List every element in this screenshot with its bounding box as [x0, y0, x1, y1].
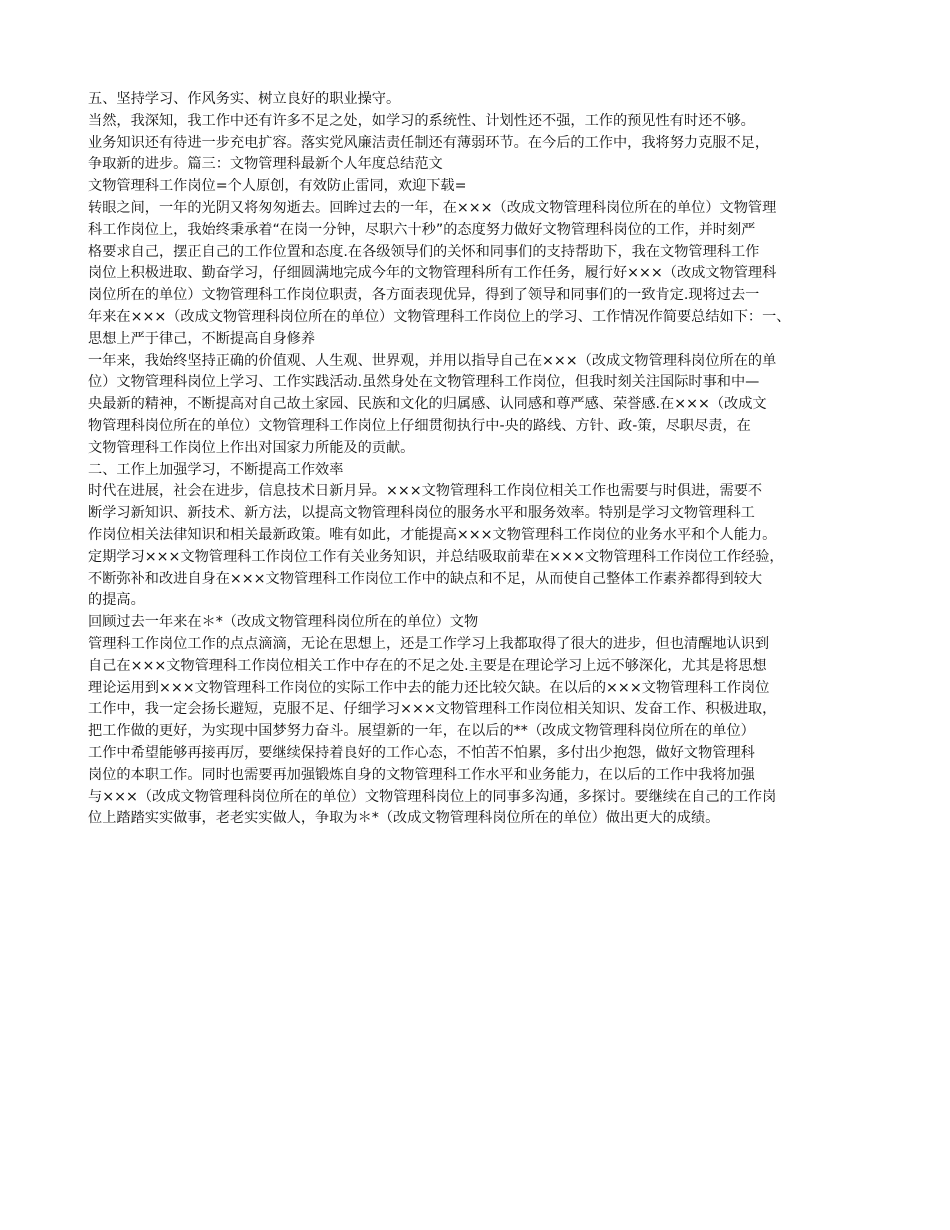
text-line: 自己在×××文物管理科工作岗位相关工作中存在的不足之处.主要是在理论学习上远不够深化，尤其是将思想	[88, 657, 767, 674]
text-line: 位）文物管理科岗位上学习、工作实践活动.虽然身处在文物管理科工作岗位，但我时刻关注国际时事和中—	[88, 374, 760, 391]
text-line: 岗位的本职工作。同时也需要再加强锻炼自身的文物管理科工作水平和业务能力，在以后的工作中我将加强	[88, 766, 755, 783]
text-line: 文物管理科工作岗位=个人原创，有效防止雷同，欢迎下载=	[88, 178, 467, 195]
text-line: 岗位上积极进取、勤奋学习，仔细圆满地完成今年的文物管理科所有工作任务，履行好×××（改成文物管理科	[88, 265, 777, 282]
text-line: 时代在进展，社会在进步，信息技术日新月异。×××文物管理科工作岗位相关工作也需要与时俱进，需要不	[88, 483, 763, 500]
text-line: 年来在×××（改成文物管理科岗位所在的单位）文物管理科工作岗位上的学习、工作情况作简要总结如下：一、	[88, 308, 791, 325]
text-line: 一年来，我始终坚持正确的价值观、人生观、世界观，并用以指导自己在×××（改成文物管理科岗位所在的单	[88, 352, 777, 369]
text-line: 格要求自己，摆正自己的工作位置和态度.在各级领导们的关怀和同事们的支持帮助下，我在文物管理科工作	[88, 243, 760, 260]
text-line: 理论运用到×××文物管理科工作岗位的实际工作中去的能力还比较欠缺。在以后的×××文物管理科工作岗位	[88, 679, 770, 696]
text-line: 管理科工作岗位工作的点点滴滴，无论在思想上，还是工作学习上我都取得了很大的进步，但也清醒地认识到	[88, 635, 770, 652]
text-line: 作岗位相关法律知识和相关最新政策。唯有如此，才能提高×××文物管理科工作岗位的业务水平和个人能力。	[88, 526, 777, 543]
text-line: 当然，我深知，我工作中还有许多不足之处，如学习的系统性、计划性还不强，工作的预见性有时还不够。	[88, 112, 755, 129]
text-line: 文物管理科工作岗位上作出对国家力所能及的贡献。	[88, 439, 415, 456]
text-line: 回顾过去一年来在＊*（改成文物管理科岗位所在的单位）文物	[88, 614, 479, 631]
text-line: 转眼之间，一年的光阴又将匆匆逝去。回眸过去的一年，在×××（改成文物管理科岗位所在的单位）文物管理	[88, 199, 777, 216]
text-line: 位上踏踏实实做事，老老实实做人，争取为＊*（改成文物管理科岗位所在的单位）做出更大的成绩。	[88, 810, 720, 827]
text-line: 的提高。	[88, 592, 145, 609]
text-line: 思想上严于律己，不断提高自身修养	[88, 330, 316, 347]
text-line: 不断弥补和改进自身在×××文物管理科工作岗位工作中的缺点和不足，从而使自己整体工作素养都得到较大	[88, 570, 763, 587]
text-line: 科工作岗位上，我始终秉承着“在岗一分钟，尽职六十秒”的态度努力做好文物管理科岗位的工作，并时刻严	[88, 221, 756, 238]
text-line: 岗位所在的单位）文物管理科工作岗位职责，各方面表现优异，得到了领导和同事们的一致肯定.现将过去一	[88, 287, 760, 304]
text-line: 物管理科岗位所在的单位）文物管理科工作岗位上仔细贯彻执行中-央的路线、方针、政-策，尽职尽责，在	[88, 417, 751, 434]
text-line: 业务知识还有待进一步充电扩容。落实党风廉洁责任制还有薄弱环节。在今后的工作中，我将努力克服不足，	[88, 134, 770, 151]
text-line: 争取新的进步。篇三：文物管理科最新个人年度总结范文	[88, 156, 443, 173]
text-line: 工作中希望能够再接再厉，要继续保持着良好的工作心态，不怕苦不怕累，多付出少抱怨，做好文物管理科	[88, 744, 755, 761]
text-line: 五、坚持学习、作风务实、树立良好的职业操守。	[88, 91, 401, 107]
text-line: 央最新的精神，不断提高对自己故土家园、民族和文化的归属感、认同感和尊严感、荣誉感.在×××（改成文	[88, 396, 767, 413]
document-body	[88, 89, 873, 830]
text-line: 定期学习×××文物管理科工作岗位工作有关业务知识，并总结吸取前辈在×××文物管理科工作岗位工作经验，	[88, 548, 784, 565]
text-line: 与×××（改成文物管理科岗位所在的单位）文物管理科岗位上的同事多沟通，多探讨。要继续在自己的工作岗	[88, 788, 777, 805]
text-line: 把工作做的更好，为实现中国梦努力奋斗。展望新的一年，在以后的**（改成文物管理科岗位所在的单位）	[88, 723, 755, 740]
text-line: 断学习新知识、新技术、新方法，以提高文物管理科岗位的服务水平和服务效率。特别是学习文物管理科工	[88, 505, 755, 522]
text-line: 二、工作上加强学习，不断提高工作效率	[88, 461, 344, 478]
text-line: 工作中，我一定会扬长避短，克服不足、仔细学习×××文物管理科工作岗位相关知识、发奋工作、积极进取，	[88, 701, 777, 718]
